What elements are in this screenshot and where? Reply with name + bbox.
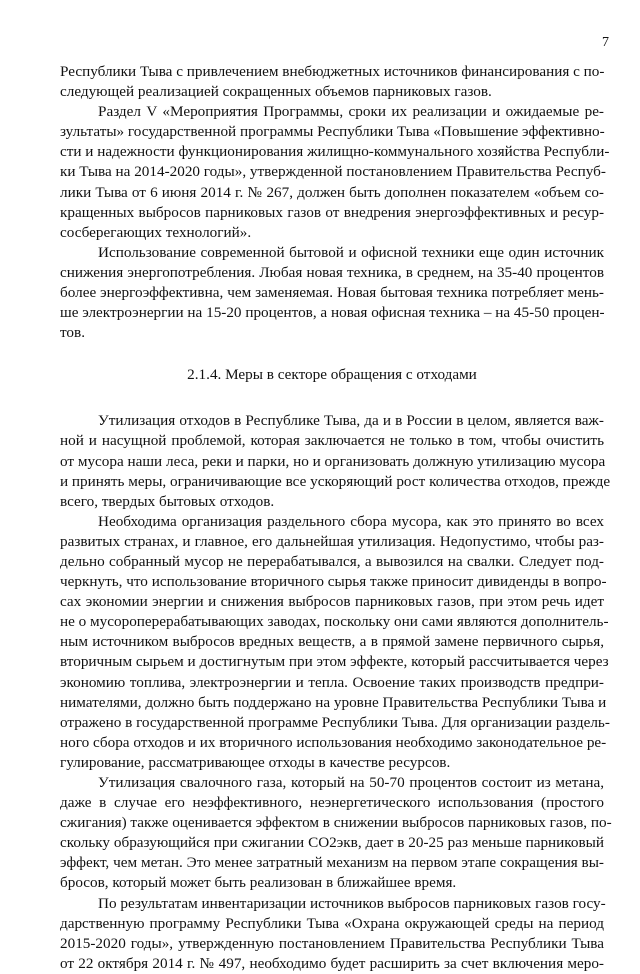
text-line: тов. [60,324,85,342]
text-line: ной и насущной проблемой, которая заключается не только в том, чтобы очистить [60,432,604,450]
text-line: ного сбора отходов и их вторичного использования необходимо законодательное ре- [60,733,607,751]
document-body [60,62,612,974]
text-line: сосберегающих технологий». [60,223,252,241]
text-line: сжигания) также оценивается эффектом в снижении выбросов парниковых газов, по- [60,814,612,832]
text-line: кращенных выбросов парниковых газов от внедрения энергоэффективных и ресур- [60,203,604,221]
text-line: более энергоэффективна, чем заменяемая. Новая бытовая техника потребляет мень- [60,284,604,302]
section-after-heading [60,411,612,974]
text-line: следующей реализацией сокращенных объемов парниковых газов. [60,83,492,101]
text-line: сах экономии энергии и снижения выбросов парниковых газов, при этом речь идет [60,593,604,611]
text-line: 2015-2020 годы», утвержденную постановлением Правительства Республики Тыва [60,934,604,952]
paragraph [60,894,604,974]
text-line: лики Тыва от 6 июня 2014 г. № 267, должен быть дополнен показателем «объем со- [60,183,604,201]
paragraph [60,773,612,894]
text-line: не о мусороперерабатывающих заводах, поскольку они сами являются дополнитель- [60,613,609,631]
text-line: от 22 октября 2014 г. № 497, необходимо будет расширить за счет включения меро- [60,954,604,972]
text-line: всего, твердых бытовых отходов. [60,492,275,510]
text-line: Необходима организация раздельного сбора мусора, как это принято во всех [98,512,604,530]
text-line: отражено в государственной программе Республики Тыва. Для организации раздель- [60,713,610,731]
text-line: ки Тыва на 2014-2020 годы», утвержденной постановлением Правительства Респуб- [60,163,606,181]
text-line: гулирование, рассматривающее отходы в качестве ресурсов. [60,753,451,771]
text-line: Утилизация свалочного газа, который на 50-70 процентов состоит из метана, [98,774,604,791]
text-line: По результатам инвентаризации источников выбросов парниковых газов госу- [98,894,606,912]
text-line: нимателями, должно быть поддержано на уровне Правительства Республики Тыва и [60,693,607,711]
paragraph [60,243,604,343]
text-line: развитых странах, и главное, его дальнейшая утилизация. Недопустимо, чтобы раз- [60,532,604,550]
text-line: Использование современной бытовой и офисной техники еще один источник [98,243,604,261]
text-line: дарственную программу Республики Тыва «Охрана окружающей среды на период [60,914,604,932]
text-line: Раздел V «Мероприятия Программы, сроки их реализации и ожидаемые ре- [98,103,604,121]
text-line: от мусора наши леса, реки и парки, но и организовать должную утилизацию мусора [60,452,606,470]
text-line: вторичным сырьем и достигнутым при этом эффекте, который рассчитывается через [60,653,609,671]
text-line: и принять меры, ограничивающие все ускоряющий рост количества отходов, прежде [60,472,611,490]
page-number: 7 [602,35,609,50]
section-heading: 2.1.4. Меры в секторе обращения с отходами [187,366,477,384]
text-line: скольку образующийся при сжигании СО2экв, дает в 20-25 раз меньше парниковый [60,834,604,852]
paragraph [60,411,611,511]
text-line: эффект, чем метан. Это менее затратный механизм на первом этапе сокращения вы- [60,854,604,872]
text-line: ным источником выбросов вредных веществ, а в прямой замене первичного сырья, [60,633,604,651]
text-line: дельно собранный мусор не перерабатывался, а вывозился на свалки. Следует под- [60,552,604,570]
paragraph [60,62,604,102]
text-line: Республики Тыва с привлечением внебюджетных источников финансирования с по- [60,63,605,80]
paragraph [60,102,610,243]
text-line: черкнуть, что использование вторичного сырья также приносит дивиденды в вопро- [60,573,607,591]
text-line: зультаты» государственной программы Республики Тыва «Повышение эффективно- [60,123,605,141]
text-line: экономию топлива, электроэнергии и тепла. Освоение таких производств предпри- [60,673,604,691]
text-line: бросов, который может быть реализован в ближайшее время. [60,874,457,892]
text-line: сти и надежности функционирования жилищно-коммунального хозяйства Республи- [60,143,610,161]
paragraph [60,512,610,773]
text-line: Утилизация отходов в Республике Тыва, да и в России в целом, является важ- [98,412,604,430]
text-line: даже в случае его неэффективного, неэнергетического использования (простого [60,794,604,812]
text-line: ше электроэнергии на 15-20 процентов, а новая офисная техника – на 45-50 процен- [60,304,605,322]
text-line: снижения энергопотребления. Любая новая техника, в среднем, на 35-40 процентов [60,263,604,281]
section-before-heading [60,62,610,343]
